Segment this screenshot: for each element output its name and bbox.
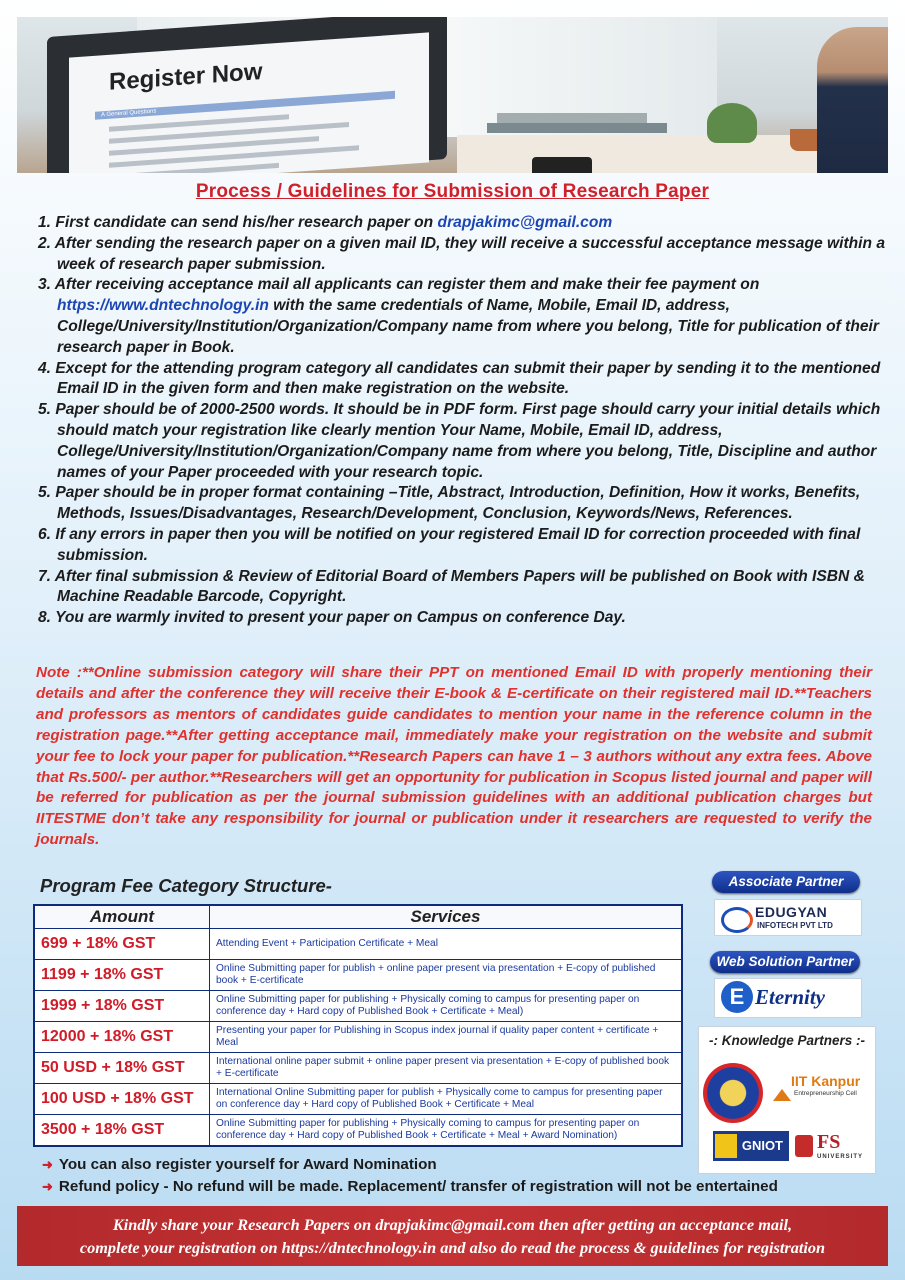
guideline-item bbox=[38, 567, 888, 609]
fee-table bbox=[33, 904, 683, 1147]
fee-table-row bbox=[34, 929, 682, 960]
university-seal-icon bbox=[703, 1063, 763, 1123]
fs-subtitle: UNIVERSITY bbox=[817, 1154, 864, 1160]
note-paragraph: Note :**Online submission category will share their PPT on mentioned Email ID with properly mentioning their details and after the conference they will receive their E-book & E-certificate on their registered mail ID.**Teachers and professors as mentors of candidates guide candidates to mention your name in the reference column in the registration page.**After getting acceptance mail, immediately make your registration on the website and submit your fee to lock your paper for publication.**Research Papers can have 1 – 3 authors without any extra fees. Above that Rs.500/- per author.**Researchers will get an opportunity for publication in Scopus listed journal and paper will be referred for publication as per the journal submission guidelines with an additional publication charges but IITESTME don’t take any responsibility for journal or publication under it researchers are requested to verify the journals. bbox=[36, 664, 872, 849]
fee-table-row bbox=[34, 1022, 682, 1053]
hero-cup bbox=[532, 157, 592, 173]
fee-amount-cell: 699 + 18% GST bbox=[34, 929, 210, 960]
guideline-text: After sending the research paper on a given mail ID, they will receive a successful acceptance message within a week of research paper submission. bbox=[54, 234, 886, 273]
arrow-icon: ➜ bbox=[42, 1157, 53, 1172]
edugyan-subtitle: INFOTECH PVT LTD bbox=[757, 921, 833, 930]
guideline-item bbox=[38, 213, 888, 234]
fee-amount-cell: 12000 + 18% GST bbox=[34, 1022, 210, 1053]
edugyan-name: EDUGYAN bbox=[755, 904, 828, 920]
edugyan-mark-icon bbox=[721, 907, 753, 933]
hero-form-heading: A General Questions bbox=[101, 108, 157, 119]
fee-table-header bbox=[34, 905, 682, 929]
fee-table-row bbox=[34, 960, 682, 991]
guideline-item bbox=[38, 525, 888, 567]
fs-university-logo bbox=[817, 1131, 863, 1160]
fee-table-row bbox=[34, 1115, 682, 1147]
knowledge-partners-heading: -: Knowledge Partners :- bbox=[708, 1033, 865, 1048]
guideline-text: If any errors in paper then you will be notified on your registered Email ID for correction proceeded with final submission. bbox=[55, 525, 861, 564]
guideline-link[interactable]: drapjakimc@gmail.com bbox=[437, 214, 613, 231]
hero-form-bar bbox=[95, 91, 395, 120]
iit-kanpur-subtitle: Entrepreneurship Cell bbox=[794, 1090, 857, 1097]
web-solution-partner-badge: Web Solution Partner bbox=[710, 951, 860, 973]
guideline-number: 2. bbox=[38, 234, 52, 252]
hero-laptop-screen bbox=[69, 32, 429, 173]
fee-services-cell: International Online Submitting paper for publish + Physically come to campus for presenting paper on conference day + Hard copy of Published Book + Certificate + Meal bbox=[210, 1084, 683, 1115]
guideline-text: You are warmly invited to present your paper on Campus on conference Day. bbox=[55, 609, 626, 627]
fee-amount-cell: 50 USD + 18% GST bbox=[34, 1053, 210, 1084]
hero-book bbox=[487, 123, 667, 133]
guideline-number: 3. bbox=[38, 276, 52, 294]
guideline-item bbox=[38, 234, 888, 276]
guideline-number: 5. bbox=[38, 484, 52, 502]
guideline-item bbox=[38, 483, 888, 525]
fee-services-cell: Online Submitting paper for publish + online paper present via presentation + E-copy of published book + E-certificate bbox=[210, 960, 683, 991]
fee-services-cell: Presenting your paper for Publishing in Scopus index journal if quality paper content + certificate + Meal bbox=[210, 1022, 683, 1053]
hero-person bbox=[817, 27, 888, 173]
arrow-icon: ➜ bbox=[42, 1179, 53, 1194]
gniot-logo bbox=[713, 1131, 789, 1161]
hero-desk bbox=[457, 135, 837, 173]
award-bullet-text: You can also register yourself for Award Nomination bbox=[58, 1156, 437, 1173]
guideline-item bbox=[38, 400, 888, 483]
footer-line-2: complete your registration on https://dntechnology.in and also do read the process & guidelines for registration bbox=[79, 1238, 826, 1257]
footer-line-1: Kindly share your Research Papers on drapjakimc@gmail.com then after getting an acceptance mail, bbox=[112, 1215, 793, 1234]
guidelines-list bbox=[38, 213, 888, 629]
guideline-text: Except for the attending program category all candidates can submit their paper by sending it to the mentioned Email ID in the given form and then make registration on the website. bbox=[55, 359, 881, 398]
fee-services-cell: Online Submitting paper for publishing + Physically coming to campus for presenting paper on conference day + Hard copy of Published Book + Certificate + Meal + Award Nomination) bbox=[210, 1115, 683, 1147]
guideline-number: 8. bbox=[38, 609, 52, 627]
fs-university-crest-icon bbox=[795, 1135, 813, 1157]
hero-register-text: Register Now bbox=[109, 58, 263, 96]
amount-column-header: Amount bbox=[34, 905, 210, 929]
guideline-text: with the same credentials of Name, Mobile, Email ID, address, College/University/Institution/Organization/Company name from where you belong, Title for publication of their research paper in Book. bbox=[57, 297, 879, 356]
guideline-number: 1. bbox=[38, 214, 52, 231]
fee-amount-cell: 3500 + 18% GST bbox=[34, 1115, 210, 1147]
footer-banner bbox=[17, 1206, 888, 1266]
hero-image bbox=[17, 17, 888, 173]
eternity-globe-icon: E bbox=[721, 981, 753, 1013]
guideline-text: After final submission & Review of Editorial Board of Members Papers will be published on Book with ISBN & Machine Readable Barcode, Copyright. bbox=[54, 567, 865, 606]
guideline-item bbox=[38, 608, 888, 629]
services-column-header: Services bbox=[210, 905, 683, 929]
fee-services-cell: Attending Event + Participation Certificate + Meal bbox=[210, 929, 683, 960]
guideline-text: First candidate can send his/her research paper on bbox=[55, 214, 438, 231]
hero-plant bbox=[707, 103, 757, 143]
guideline-number: 7. bbox=[38, 567, 52, 585]
iit-kanpur-name: IIT Kanpur bbox=[791, 1073, 861, 1089]
fee-table-row bbox=[34, 1053, 682, 1084]
hero-book bbox=[497, 113, 647, 123]
fee-heading: Program Fee Category Structure- bbox=[40, 875, 332, 896]
associate-partner-badge: Associate Partner bbox=[712, 871, 860, 893]
edugyan-logo bbox=[714, 899, 862, 936]
award-bullet bbox=[42, 1156, 437, 1173]
refund-bullet bbox=[42, 1178, 778, 1195]
fee-amount-cell: 1199 + 18% GST bbox=[34, 960, 210, 991]
gniot-name: GNIOT bbox=[741, 1138, 783, 1153]
guideline-text: Paper should be of 2000-2500 words. It should be in PDF form. First page should carry your initial details which should match your registration like clearly mention Your Name, Mobile, Email ID, address, College/University/Institution/Organization/Company name from where you belong, Title, Discipline and author names of your Paper proceeded with your research topic. bbox=[55, 401, 881, 481]
fee-amount-cell: 1999 + 18% GST bbox=[34, 991, 210, 1022]
guideline-item bbox=[38, 359, 888, 401]
guideline-number: 4. bbox=[38, 359, 52, 377]
fee-services-cell: Online Submitting paper for publishing + Physically coming to campus for presenting paper on conference day + Hard copy of Published Book + Certificate + Meal) bbox=[210, 991, 683, 1022]
guideline-text: Paper should be in proper format containing –Title, Abstract, Introduction, Definition, How it works, Benefits, Methods, Issues/Disadvantages, Research/Development, Conclusion, Keywords/News, References. bbox=[55, 484, 861, 523]
guideline-number: 5. bbox=[38, 401, 52, 419]
fee-table-row bbox=[34, 1084, 682, 1115]
fee-amount-cell: 100 USD + 18% GST bbox=[34, 1084, 210, 1115]
guideline-link[interactable]: https://www.dntechnology.in bbox=[57, 297, 269, 315]
refund-bullet-text: Refund policy - No refund will be made. Replacement/ transfer of registration will not be entertained bbox=[58, 1178, 778, 1195]
fee-services-cell: International online paper submit + online paper present via presentation + E-copy of published book + E-certificate bbox=[210, 1053, 683, 1084]
eternity-name: Eternity bbox=[755, 985, 826, 1009]
guideline-text: After receiving acceptance mail all applicants can register them and make their fee payment on bbox=[54, 276, 760, 294]
fs-name: FS bbox=[817, 1131, 841, 1153]
knowledge-partners-box bbox=[698, 1026, 876, 1174]
iit-triangle-icon bbox=[773, 1089, 791, 1101]
page-title: Process / Guidelines for Submission of Research Paper bbox=[195, 181, 710, 202]
fee-table-row bbox=[34, 991, 682, 1022]
guideline-number: 6. bbox=[38, 525, 52, 543]
gniot-mark-icon bbox=[715, 1134, 737, 1158]
guideline-item bbox=[38, 275, 888, 358]
eternity-logo bbox=[714, 978, 862, 1018]
